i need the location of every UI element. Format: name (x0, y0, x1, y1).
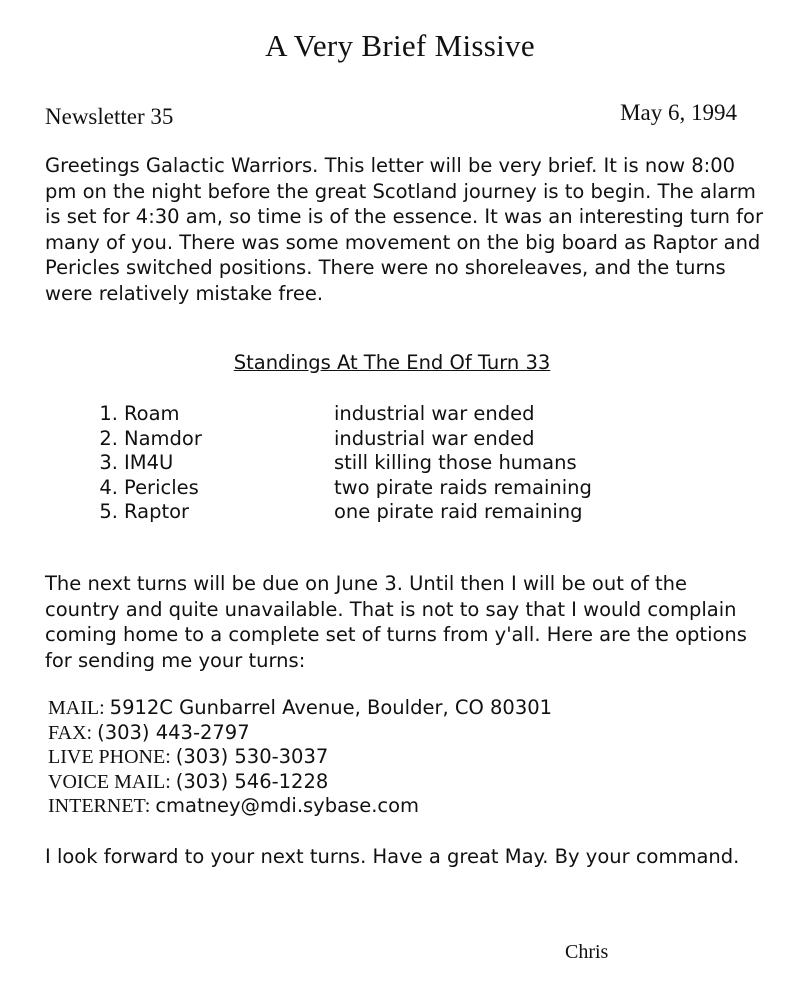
standings-rank: 1. (99, 402, 118, 425)
turns-due-paragraph: The next turns will be due on June 3. Until then I will be out of the country and quite unavailable. That is not to say that I would complain coming home to a complete set of turns from y'all. Here are the options for sending me your turns: (45, 572, 747, 672)
contact-label: INTERNET: (48, 795, 156, 817)
contact-row-voice-mail (48, 770, 748, 795)
standings-status: industrial war ended (334, 402, 535, 425)
standings-rank: 3. (99, 451, 118, 474)
standings-status: industrial war ended (334, 426, 535, 450)
standings-player: Roam (124, 402, 180, 425)
closing-paragraph: I look forward to your next turns. Have a great May. By your command. (45, 845, 740, 868)
standings-rank: 4. (99, 475, 118, 499)
contact-label: VOICE MAIL: (48, 770, 176, 793)
standings-status: still killing those humans (334, 451, 577, 474)
signature: Chris (565, 941, 609, 963)
document-title: A Very Brief Missive (265, 28, 535, 63)
standings-rank: 5. (99, 500, 118, 523)
contact-row-live-phone (48, 745, 748, 770)
contact-label: LIVE PHONE: (48, 746, 176, 768)
standings-player: IM4U (124, 451, 174, 474)
newsletter-date: May 6, 1994 (620, 100, 737, 125)
contact-value: (303) 546-1228 (175, 769, 329, 793)
standings-status: two pirate raids remaining (334, 475, 592, 499)
standings-row (90, 427, 710, 452)
standings-row (90, 476, 710, 501)
contact-value: (303) 443-2797 (97, 720, 250, 744)
standings-list (90, 402, 710, 525)
standings-player: Raptor (124, 500, 190, 523)
contact-row-fax (48, 721, 748, 746)
contact-row-mail (48, 696, 748, 721)
standings-player: Namdor (124, 426, 202, 450)
contact-label: MAIL: (48, 697, 110, 719)
contact-value: 5912C Gunbarrel Avenue, Boulder, CO 80301 (109, 696, 553, 719)
newsletter-number: Newsletter 35 (45, 104, 174, 129)
intro-paragraph: Greetings Galactic Warriors. This letter will be very brief. It is now 8:00 pm on the night before the great Scotland journey is to begin. The alarm is set for 4:30 am, so time is of the essence. It was an interesting turn for many of you. There was some movement on the big board as Raptor and Pericles switched positions. There were no shoreleaves, and the turns were relatively mistake free. (45, 154, 763, 305)
contact-value: cmatney@mdi.sybase.com (155, 794, 420, 817)
standings-status: one pirate raid remaining (334, 500, 583, 523)
standings-player: Pericles (124, 475, 199, 499)
standings-title: Standings At The End Of Turn 33 (233, 351, 551, 374)
standings-row (90, 451, 710, 476)
standings-rank: 2. (99, 426, 118, 450)
contact-row-internet (48, 794, 748, 819)
standings-row (90, 402, 710, 427)
contact-list (48, 696, 748, 819)
contact-value: (303) 530-3037 (175, 745, 329, 768)
contact-label: FAX: (48, 721, 98, 744)
standings-row (90, 500, 710, 525)
